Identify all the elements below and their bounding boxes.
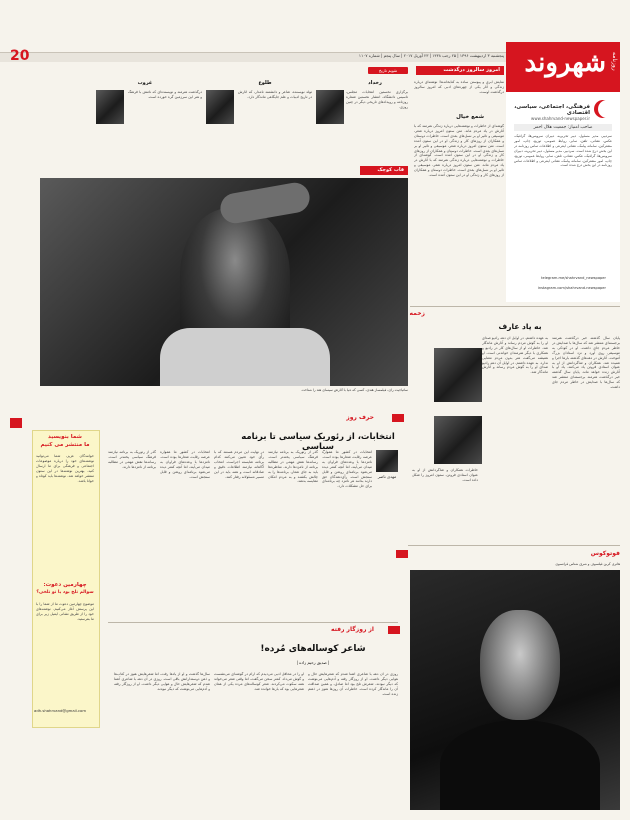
poetry-label: از روزگار رفته <box>331 626 374 633</box>
poetry-icon <box>388 626 400 634</box>
white-shirt <box>160 328 330 386</box>
tagline: فرهنگی، اجتماعی، سیاسی، اقتصادی <box>514 104 590 116</box>
red-crescent-icon <box>594 100 612 118</box>
poetry-text-1: روزی در آن دهه با شاعری آشنا شدم که شعرهایش حال و هوایی دیگر داشت. او از روزگار رفته و آدم‌هایی می‌نوشت که دیگر نبودند. شعرش تلخ بود اما صادق، و همین صداقت آن را ماندگار کرده است. خاطرات آن روزها هنوز در ذهنم زنده است. <box>308 672 398 696</box>
sidebar-text-1: خوانندگان عزیز، شما می‌توانید نوشته‌های خود را درباره موضوعات اجتماعی و فرهنگی برای ما ارسال کنید. بهترین نوشته‌ها در این ستون منتشر خواهد شد. نوشته‌ها باید کوتاه و خوانا باشد. <box>36 454 94 483</box>
sidebar-corner-tag <box>10 418 22 428</box>
poetry-text-2: او را در محافل ادبی می‌دیدم که آرام در گوشه‌ای می‌نشست و گوش می‌داد. کمتر سخن می‌گفت، اما وقتی شعر می‌خواند همه سکوت می‌کردند. شعر کوساله‌های مرده یکی از همان شعرهایی بود که بارها خوانده شد. <box>214 672 304 691</box>
top-right-text-2: گوشه‌ای از خاطرات و نوشته‌هایی درباره زندگی هنرمند که با آثارش در یاد مردم ماند. متن ستون امروز درباره شعر، موسیقی و تاثیر او بر نسل‌های بعدی است. خاطرات دوستان و همکاران از روزهای کار و زندگی او در این ستون آمده است. متن ستون امروز درباره شعر، موسیقی و تاثیر او بر نسل‌های بعدی است. خاطرات دوستان و همکاران از روزهای کار و زندگی او در این ستون آمده است. گوشه‌ای از خاطرات و نوشته‌هایی درباره زندگی هنرمند که با آثارش در یاد مردم ماند. متن ستون امروز درباره شعر، موسیقی و تاثیر او بر نسل‌های بعدی است. خاطرات دوستان و همکاران از روزهای کار و زندگی او در این ستون آمده است. <box>414 124 504 178</box>
publisher-label: صاحب امتیاز: جمعیت هلال احمر <box>514 124 612 131</box>
website: www.shahrvand-newspaper.ir <box>531 116 590 121</box>
feature-photo <box>40 178 408 386</box>
top-right-subtitle: شمع خیال <box>456 114 484 120</box>
taqvim-label: تقویم تاریخ <box>368 67 408 74</box>
taqvim-portrait-1 <box>316 90 344 124</box>
fotokoos-label: فوتوکوس <box>590 550 620 557</box>
taqvim-portrait-2 <box>206 90 234 124</box>
taqvim-text-3: درگذشت هنرمند و نویسنده‌ای که نامش با فرهنگ و هنر این سرزمین گره خورده است. <box>128 90 202 99</box>
obit-text-1: پایان سال گذشته خبر درگذشت هنرمند برجسته‌ای منتشر شد که سال‌ها با صدایش در خاطر مردم جای داشت. او در کودکی به موسیقی روی آورد و نزد استادان بزرگ آموخت. آثارش در دهه‌های گذشته بارها اجرا و شنیده شد. همکاران و شاگردانش از او به عنوان استادی فروتن یاد می‌کنند. یاد او با آثارش زنده خواهد ماند. پایان سال گذشته خبر درگذشت هنرمند برجسته‌ای منتشر شد که سال‌ها با صدایش در خاطر مردم جای داشت. <box>552 336 620 390</box>
sidebar-box2-sub: سوالم تلخ بود یا تو تلخی؟ <box>36 590 94 595</box>
page-number: 20 <box>10 48 30 64</box>
poetry-title: شاعر کوساله‌های مُرده! <box>260 644 366 654</box>
harf-text-3: در نهایت این مردم هستند که با رأی خود تعیین می‌کنند کدام برنامه شایسته اجراست. انتخاب آگاهانه نیازمند اطلاعات دقیق و صادقانه است و همه باید در این مسیر مسئولانه رفتار کنند. <box>214 450 264 479</box>
obit-rule <box>410 306 620 307</box>
fotokoos-icon <box>396 550 408 558</box>
top-right-text-1: نمایش ابری و پیوستن ساده به کتابخانه‌ها؛ نوشته‌ای درباره زندگی و آثار یکی از چهره‌های ادبی که امروز سالروز درگذشت اوست. <box>414 80 504 94</box>
taqvim-text-2: تولد نویسنده، شاعر و دانشمند نامدار، که آثارش در تاریخ ادبیات و علم جایگاهی ماندگار دارد. <box>238 90 312 99</box>
sidebar-box1-sub: ما منتشر می کنیم <box>40 442 90 448</box>
date-line: پنجشنبه ۳ اردیبهشت ۱۳۹۶ | ۲۵ رجب ۱۴۳۸ | ۲۳ آوریل ۲۰۱۷ | سال پنجم | شماره ۱۱۰۷ <box>358 53 504 58</box>
harf-title: انتخابات، از رئوریک سیاسی تا برنامه سیاسی <box>241 432 395 452</box>
logo-text: شهروند <box>524 48 606 78</box>
sidebar-box1-title: شما بنویسید <box>48 434 82 440</box>
harf-author: مهدی ناصر <box>377 474 397 479</box>
feature-photo-caption: ساتیاجیت رای، فیلمساز هندی، کسی که دنیا با آثارش سینمای هند را شناخت <box>301 388 408 392</box>
poetry-author: | صدیق رحیم زاده | <box>296 660 330 665</box>
taqvim-col1-title: رخداد <box>368 80 382 86</box>
obit-title: به یاد عارف <box>498 322 542 331</box>
taqvim-col2-title: طلوع <box>258 80 272 86</box>
obit-photo-2 <box>434 416 482 464</box>
fotokoos-photo <box>410 570 620 810</box>
poetry-text-3: سال‌ها گذشت و او از یادها رفت، اما شعرهایش هنوز در کتاب‌ها و ذهن دوستدارانش باقی است. روزی در آن دهه با شاعری آشنا شدم که شعرهایش حال و هوایی دیگر داشت. او از روزگار رفته و آدم‌هایی می‌نوشت که دیگر نبودند. <box>114 672 210 691</box>
harf-text-5: گذر از رتوریک به برنامه نیازمند فرهنگ سیاسی پخته‌تر است. رسانه‌ها نقش مهمی در مطالبه برنامه از نامزدها دارند. <box>108 450 156 469</box>
sidebar-email[interactable]: adh.shahrvand@gmail.com <box>34 708 87 713</box>
obit-text-3: خاطرات همکاران و شاگردانش از او به عنوان استادی فروتن، ستون امروز را شکل داده است. <box>412 468 478 482</box>
fotokoos-rule <box>408 545 620 546</box>
harf-label-icon <box>392 414 404 422</box>
harf-text-4: انتخابات در کشور ما همواره عرصه رقابت شعارها بوده است. نامزدها با وعده‌های فراوان به میدان می‌آیند، اما آنچه کمتر دیده می‌شود برنامه‌ای روشن و قابل سنجش است. <box>160 450 210 479</box>
harf-label: حرف روز <box>346 414 374 421</box>
harf-author-photo <box>376 450 398 472</box>
top-right-tag: امروز سالروز درگذشت <box>416 66 504 75</box>
photo-feature-label: قاب کوچک <box>360 166 408 175</box>
poetry-rule <box>108 622 398 623</box>
sidebar-box2-title: چهارمین دعوت: <box>43 582 87 588</box>
obit-label: زخمه <box>409 310 425 317</box>
instagram-link[interactable]: instagram.com/shahrvand.newspaper <box>537 286 606 290</box>
masthead-staff-text: سردبیر، مدیر مسئول، دبیر تحریریه، دبیران سرویس‌ها، گرافیک، عکس، نشانی، تلفن، نمابر، روابط عمومی، توزیع، چاپ، امور مشترکین، سامانه پیامک، نشانی اینترنتی و اطلاعات تماس روزنامه در این بخش درج شده است. سردبیر، مدیر مسئول، دبیر تحریریه، دبیران سرویس‌ها، گرافیک، عکس، نشانی، تلفن، نمابر، روابط عمومی، توزیع، چاپ، امور مشترکین، سامانه پیامک، نشانی اینترنتی و اطلاعات تماس روزنامه در این بخش درج شده است. <box>514 134 612 168</box>
taqvim-col3-title: غروب <box>137 80 153 86</box>
fotokoos-face <box>480 610 560 720</box>
obit-photo-1 <box>434 348 482 402</box>
obit-text-2: به عهده داشتم. در اوایل آن دهه رادیو صدای او را به گوش مردم رساند و آثارش ماندگار شد. خاطرات او از سال‌های کار در رادیو و همکاری با دیگر هنرمندان خواندنی است. او همیشه می‌گفت هنر بدون مردم معنایی ندارد. به عهده داشتم. در اوایل آن دهه رادیو صدای او را به گوش مردم رساند و آثارش ماندگار شد. <box>482 336 548 375</box>
fotokoos-shoulders <box>440 720 600 810</box>
logo-subtext: روزنامه <box>611 52 618 71</box>
fotokoos-caption: هانری کربن فیلسوف و شرق شناس فرانسوی <box>555 562 620 566</box>
taqvim-portrait-3 <box>96 90 124 124</box>
sidebar-text-2: موضوع چهارمین دعوت ما از شما را با این پرسش آغاز می‌کنیم. نوشته‌های خود را از طریق نشانی ایمیل زیر برای ما بفرستید. <box>36 602 94 621</box>
telegram-link[interactable]: telegram.me/shahrvand_newspaper <box>541 276 606 280</box>
harf-text-2: گذر از رتوریک به برنامه نیازمند فرهنگ سیاسی پخته‌تر است. رسانه‌ها نقش مهمی در مطالبه برنامه از نامزدها دارند. مناظره‌ها باید به جای شعار، برنامه‌ها را به چالش بکشند و به مردم امکان مقایسه بدهند. <box>268 450 318 484</box>
harf-text-1: انتخابات در کشور ما همواره عرصه رقابت شعارها بوده است. نامزدها با وعده‌های فراوان به میدان می‌آیند، اما آنچه کمتر دیده می‌شود برنامه‌ای روشن و قابل سنجش است. رأی‌دهندگان حق دارند بدانند هر نامزد چه برنامه‌ای برای حل مشکلات دارد. <box>322 450 372 489</box>
masthead <box>506 42 620 302</box>
taqvim-text-1: برگزاری نخستین انتخابات مجلس، تاسیس دانشگاه، انتشار نخستین شماره روزنامه و رویدادهای تاریخی دیگر در چنین روزی. <box>346 90 408 109</box>
